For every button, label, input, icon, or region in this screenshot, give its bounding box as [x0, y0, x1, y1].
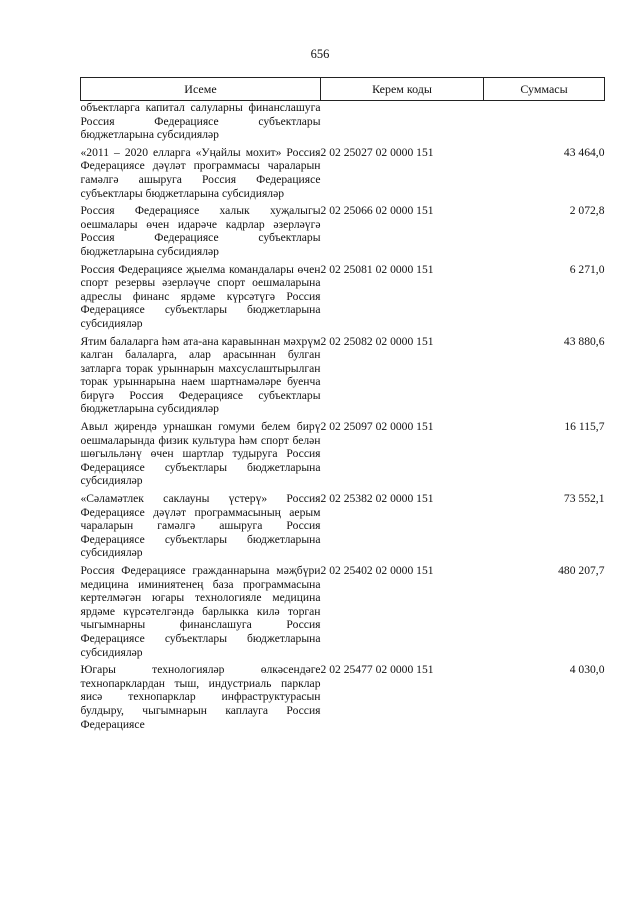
table-row: [81, 663, 605, 735]
row-name: Россия Федерациясе халык хуҗалыгы оешмалары өчен идарәче кадрлар әзерләүгә Россия Федерациясе субъектлары бюджетларына субсидияләр: [80, 204, 321, 258]
header-code: Керем коды: [321, 78, 484, 101]
row-sum: 43 880,6: [563, 334, 605, 348]
page-number: 656: [310, 47, 330, 61]
row-code: 2 02 25382 02 0000 151: [320, 492, 434, 506]
row-name: Россия Федерациясе гражданнарына мәҗбүри медицина иминиятенең база программасына кертелмәгән югары технологияле медицина ярдәме күрсәтелгәндә барлыкка килә торган чыгымнарны финанслашуга Россия Федерациясе субъектлары бюджетларына субсидияләр: [80, 564, 321, 659]
row-name: «Сәламәтлек саклауны үстерү» Россия Федерациясе дәүләт программасының аерым чараларын гамәлгә ашыруга Россия Федерациясе субъектлары бюджетларына субсидияләр: [80, 492, 321, 560]
table-row: [81, 263, 605, 335]
row-code: 2 02 25066 02 0000 151: [320, 204, 434, 218]
table-row: [81, 146, 605, 204]
row-code: 2 02 25402 02 0000 151: [320, 564, 434, 577]
row-code: 2 02 25097 02 0000 151: [320, 420, 434, 434]
table-row: [81, 492, 605, 564]
row-name: Ятим балаларга һәм ата-ана каравыннан мәхрүм калган балаларга, алар арасыннан булган затларга торак урыннарын махсуслаштырылган торак урыннарына наем шартнамәләре буенча бирүгә Россия Федерациясе субъектлары бюджетларына субсидияләр: [80, 334, 321, 416]
table-row: [81, 204, 605, 262]
continuation-text: объектларга капитал салуларны финанслашуга Россия Федерациясе субъектлары бюджетларына субсидияләр: [80, 101, 321, 142]
row-sum: 4 030,0: [569, 663, 605, 677]
header-sum: Суммасы: [484, 78, 605, 101]
budget-table: [80, 77, 605, 735]
row-name: Авыл җирендә урнашкан гомуми белем бирү оешмаларында физик культура һәм спорт белән шөгыльләнү өчен шартлар тудыруга Россия Федерациясе субъектлары бюджетларына субсидияләр: [80, 420, 321, 488]
table-row: [81, 420, 605, 492]
row-sum: 2 072,8: [569, 204, 605, 218]
table-row: [81, 564, 605, 663]
table-row: [81, 335, 605, 421]
continuation-row: [81, 101, 605, 146]
row-name: «2011 – 2020 елларга «Уңайлы мохит» Россия Федерациясе дәүләт программасы чараларын гамәлгә ашыруга Россия Федерациясе субъектлары бюджетларына субсидияләр: [80, 145, 321, 200]
row-code: 2 02 25082 02 0000 151: [320, 334, 434, 348]
row-code: 2 02 25027 02 0000 151: [320, 145, 434, 159]
row-sum: 16 115,7: [564, 420, 605, 434]
row-name: Россия Федерациясе җыелма командалары өчен спорт резервы әзерләүче спорт оешмаларына адреслы финанс ярдәме күрсәтүгә Россия Федерациясе субъектлары бюджетларына субсидияләр: [80, 262, 321, 330]
table-header-row: [81, 78, 605, 101]
row-code: 2 02 25477 02 0000 151: [320, 663, 434, 677]
row-name: Югары технологияләр өлкәсендәге технопарклардан тыш, индустриаль парклар яисә технопарклар инфраструктурасын булдыру, чыгымнарын каплауга Россия Федерациясе: [80, 663, 321, 731]
row-sum: 73 552,1: [563, 492, 605, 506]
header-name: Исеме: [81, 78, 321, 101]
row-sum: 480 207,7: [558, 564, 605, 577]
row-sum: 6 271,0: [569, 262, 605, 276]
row-sum: 43 464,0: [563, 145, 605, 159]
row-code: 2 02 25081 02 0000 151: [320, 262, 434, 276]
